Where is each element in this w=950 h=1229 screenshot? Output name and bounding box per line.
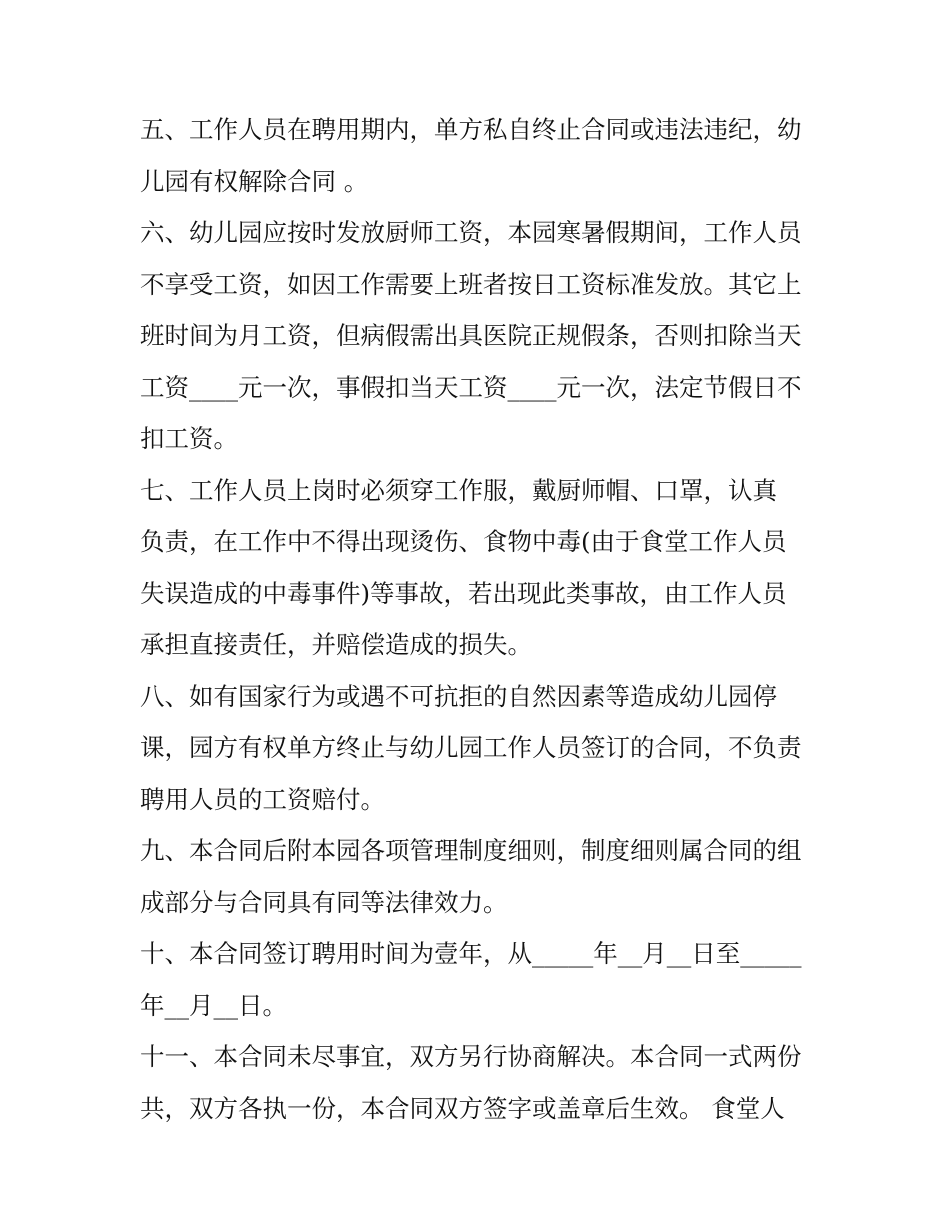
text-line: 七、工作人员上岗时必须穿工作服，戴厨师帽、口罩，认真: [140, 475, 777, 505]
text-line: 工资____元一次，事假扣当天工资____元一次，法定节假日不: [140, 372, 802, 402]
text-line: 六、幼儿园应按时发放厨师工资，本园寒暑假期间，工作人员: [140, 218, 802, 247]
text-line: 课，园方有权单方终止与幼儿园工作人员签订的合同，不负责: [140, 733, 802, 762]
text-line: 扣工资。: [140, 424, 238, 453]
text-line: 十一、本合同未尽事宜，双方另行协商解决。本合同一式两份: [140, 1042, 802, 1071]
text-line: 九、本合同后附本园各项管理制度细则，制度细则属合同的组: [140, 836, 802, 865]
text-line: 共，双方各执一份，本合同双方签字或盖章后生效。 食堂人: [140, 1093, 785, 1123]
text-line: 失误造成的中毒事件)等事故，若出现此类事故，由工作人员: [140, 578, 787, 608]
text-line: 八、如有国家行为或遇不可抗拒的自然因素等造成幼儿园停: [140, 681, 777, 711]
text-line: 负责，在工作中不得出现烫伤、食物中毒(由于食堂工作人员: [140, 527, 787, 556]
text-line: 成部分与合同具有同等法律效力。: [140, 887, 508, 917]
contract-text-body: [140, 104, 820, 1134]
text-line: 不享受工资，如因工作需要上班者按日工资标准发放。其它上: [140, 269, 802, 299]
text-line: 承担直接责任，并赔偿造成的损失。: [140, 630, 532, 659]
text-line: 十、本合同签订聘用时间为壹年，从_____年__月__日至_____: [140, 939, 802, 968]
text-line: 儿园有权解除合同 。: [140, 166, 369, 196]
text-line: 聘用人员的工资赔付。: [140, 784, 385, 814]
text-line: 年__月__日。: [140, 990, 287, 1020]
text-line: 班时间为月工资，但病假需出具医院正规假条，否则扣除当天: [140, 321, 802, 350]
text-line: 五、工作人员在聘用期内，单方私自终止合同或违法违纪，幼: [140, 115, 802, 144]
